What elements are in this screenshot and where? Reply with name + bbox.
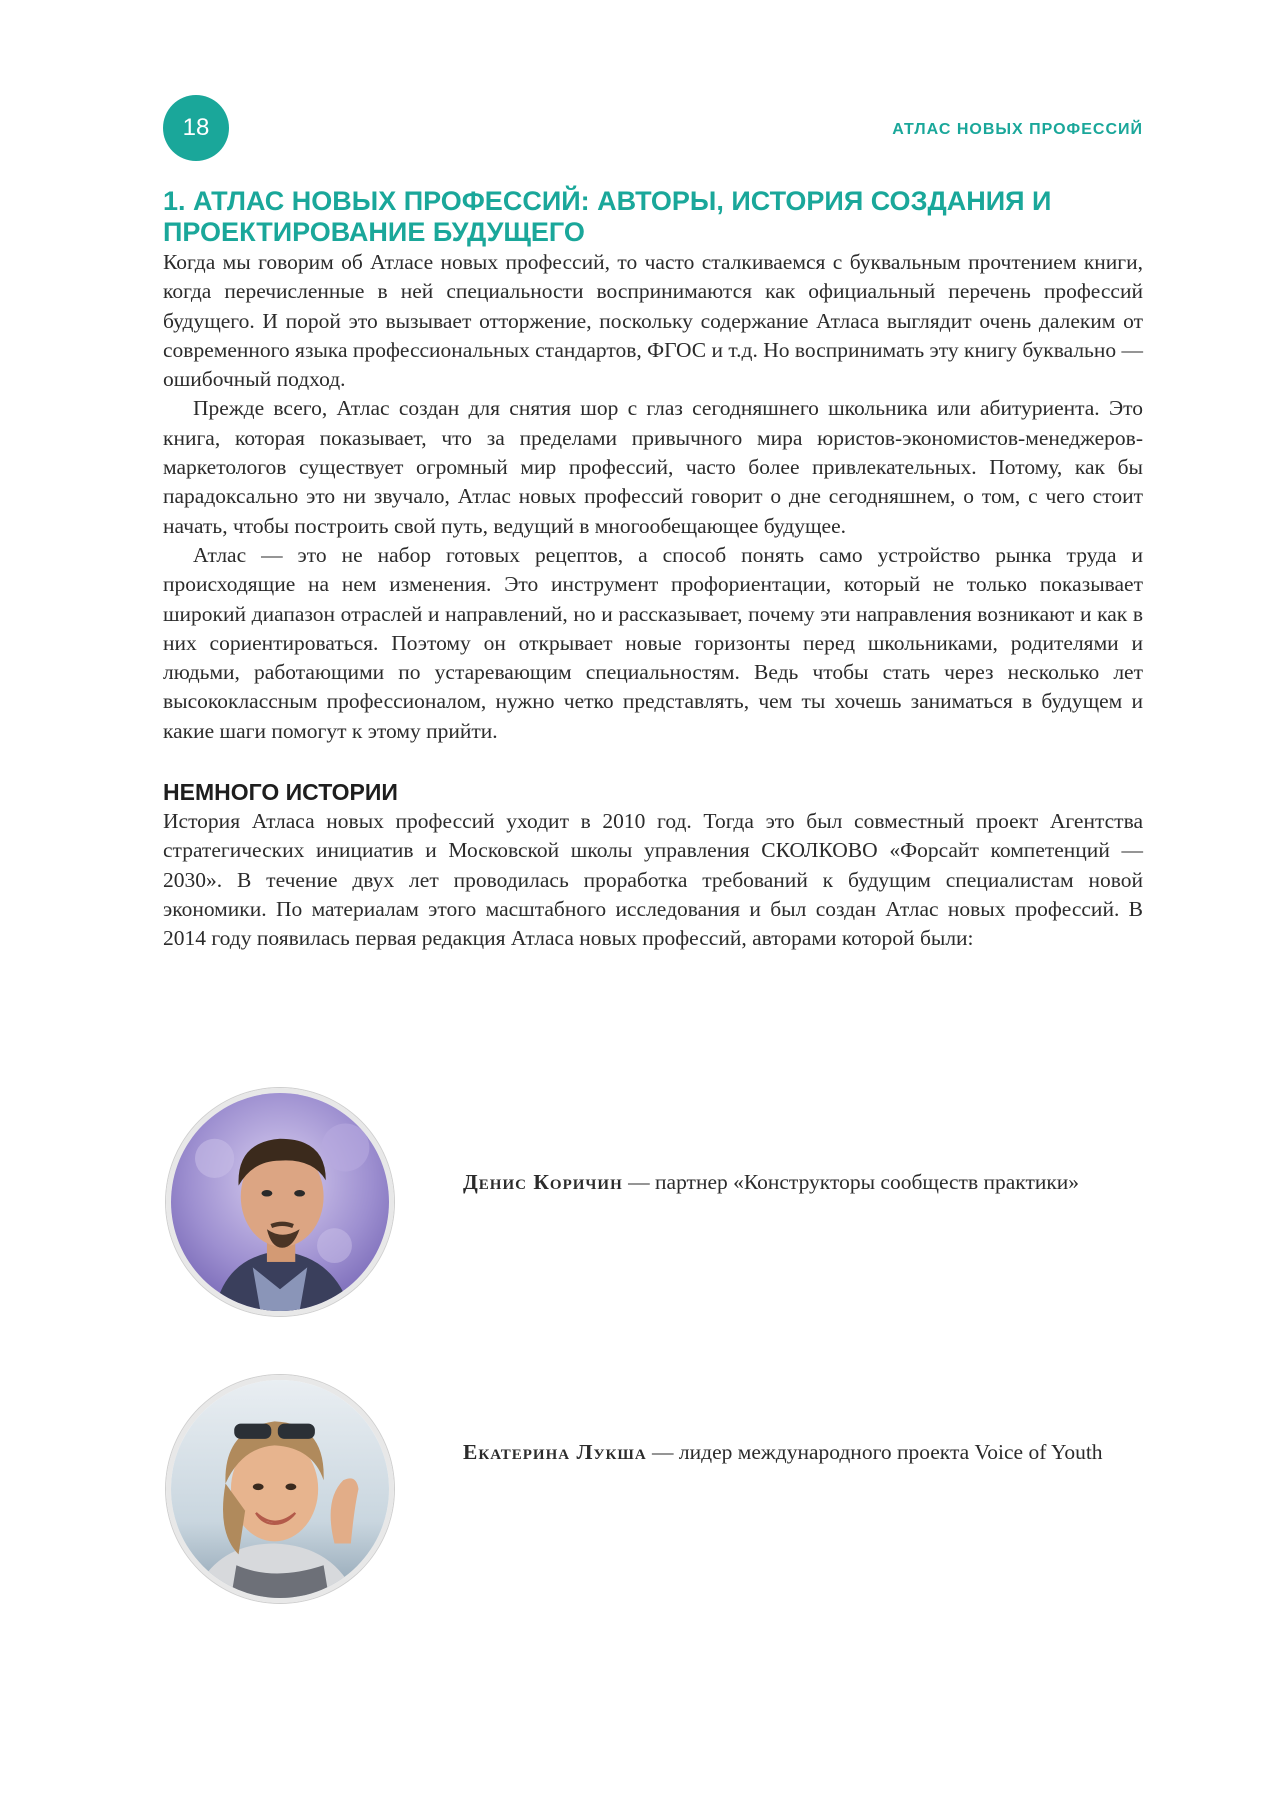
paragraph-tool: Атлас — это не набор готовых рецептов, а способ понять само устройство рынка труда и происходящие на нем изменения. Это инструмент профориентации, который не только показывает широкий диапазон отраслей и направлений, но и рассказывает, почему эти направления возникают и как в них сориентироваться. Поэтому он открывает новые горизонты перед школьниками, родителями и людьми, работающими по устаревающим специальностям. Ведь чтобы стать через несколько лет высококлассным профессионалом, нужно четко представлять, чем ты хочешь заниматься в будущем и какие шаги помогут к этому прийти. (163, 542, 1143, 743)
man-portrait-icon (171, 1093, 389, 1311)
history-heading: НЕМНОГО ИСТОРИИ (163, 779, 398, 806)
section-title: 1. АТЛАС НОВЫХ ПРОФЕССИЙ: АВТОРЫ, ИСТОРИЯ СОЗДАНИЯ И ПРОЕКТИРОВАНИЕ БУДУЩЕГО (163, 186, 1052, 247)
author-description: — партнер «Конструкторы сообществ практики» (622, 1170, 1080, 1194)
running-header: АТЛАС НОВЫХ ПРОФЕССИЙ (892, 121, 1143, 138)
paragraph-purpose: Прежде всего, Атлас создан для снятия шор с глаз сегодняшнего школьника или абитуриента. Это книга, которая показывает, что за пределами привычного мира юристов-экономистов-менеджеров-маркетологов существует огромный мир профессий, часто более привлекательных. Потому, как бы парадоксально это ни звучало, Атлас новых профессий говорит о дне сегодняшнем, о том, с чего стоит начать, чтобы построить свой путь, ведущий в многообещающее будущее. (163, 396, 1143, 538)
author-card (163, 1375, 1143, 1605)
history-paragraph: История Атласа новых профессий уходит в 2010 год. Тогда это был совместный проект Агентства стратегических инициатив и Московской школы управления СКОЛКОВО «Форсайт компетенций — 2030». В течение двух лет проводилась проработка требований к будущим специалистам новой экономики. По материалам этого масштабного исследования и был создан Атлас новых профессий. В 2014 году появилась первая редакция Атласа новых профессий, авторами которой были: (163, 809, 1143, 951)
author-name: Екатерина Лукша (463, 1440, 647, 1464)
author-name: Денис Коричин (463, 1170, 623, 1194)
author-text-denis (463, 1168, 1103, 1197)
main-content (163, 186, 1143, 954)
author-description: — лидер международного проекта Voice of Youth (646, 1440, 1103, 1464)
author-photo-denis (166, 1088, 394, 1316)
woman-portrait-icon (171, 1380, 389, 1598)
author-card (163, 1088, 1143, 1318)
paragraph-intro: Когда мы говорим об Атласе новых профессий, то часто сталкиваемся с буквальным прочтением книги, когда перечисленные в ней специальности воспринимаются как официальный перечень профессий будущего. И порой это вызывает отторжение, поскольку содержание Атласа выглядит очень далеким от современного языка профессиональных стандартов, ФГОС и т.д. Но воспринимать эту книгу буквально — ошибочный подход. (163, 250, 1143, 392)
author-text-ekaterina (463, 1438, 1103, 1467)
author-photo-ekaterina (166, 1375, 394, 1603)
page-number: 18 (163, 95, 229, 161)
